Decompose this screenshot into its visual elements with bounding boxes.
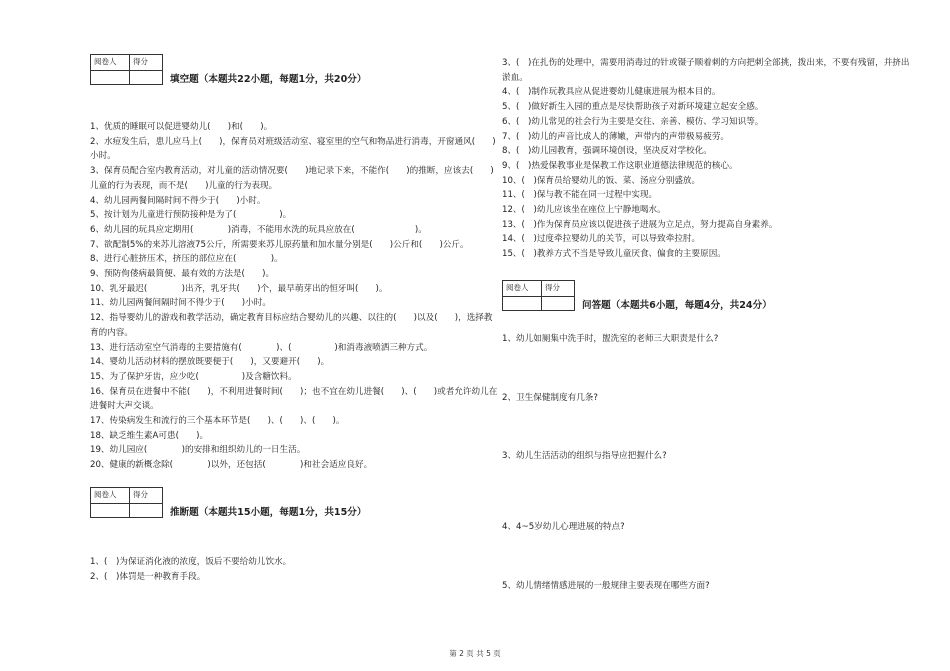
judge-question: 3、( )在扎伤的处理中，需要用消毒过的针或镊子顺着刺的方向把刺全部挑，拨出来，不要有残留，并挤出淤血。: [502, 58, 910, 83]
judge-question: 7、( )幼儿的声音比成人的薄嫩，声带内的声带极易疲劳。: [502, 131, 730, 142]
fill-question: 12、指导婴幼儿的游戏和教学活动，确定教育目标应结合婴幼儿的兴趣、以往的( )以及( )，选择教育的内容。: [90, 313, 493, 338]
fill-question: 7、欲配制5%的来苏儿溶液75公斤，所需要来苏儿原药量和加水量分别是( )公斤和( )公斤。: [90, 239, 469, 250]
judge-section-header: [90, 487, 498, 521]
judge-question: 13、( )作为保育员应该以促进孩子进展为立足点，努力提高自身素养。: [502, 219, 778, 230]
judge-question-list-left: [90, 555, 498, 584]
fill-question: 20、健康的新概念除( )以外，还包括( )和社会适应良好。: [90, 460, 373, 471]
page-footer: 第 2 页 共 5 页: [449, 649, 501, 658]
fill-question: 13、进行活动室空气消毒的主要措施有( )、( )和消毒液喷洒三种方式。: [90, 342, 433, 353]
right-column: [502, 56, 910, 593]
score-box: [502, 280, 575, 311]
fill-question: 3、保育员配合室内教育活动，对儿童的活动情况要( )地记录下来，不能作( )的推断，应该去( )儿童的行为表现，而不是( )儿童的行为表现。: [90, 166, 494, 191]
judge-question: 6、( )幼儿常见的社会行为主要是交往、亲善、模仿、学习知识等。: [502, 116, 764, 127]
score-cell: [542, 296, 575, 310]
fill-question: 10、乳牙最迟( )出齐，乳牙共( )个，最早萌芽出的恒牙叫( )。: [90, 283, 388, 294]
essay-section-header: [502, 280, 910, 314]
reviewer-label: 阅卷人: [91, 55, 130, 71]
judge-question-list-right: [502, 56, 910, 262]
fill-question: 17、传染病发生和流行的三个基本环节是( )、( )、( )。: [90, 416, 345, 427]
essay-question: 4、4~5岁幼儿心理进展的特点?: [502, 521, 625, 532]
judge-question: 14、( )过度牵拉婴幼儿的关节，可以导致牵拉肘。: [502, 234, 701, 245]
essay-question: 5、幼儿情绪情感进展的一般规律主要表现在哪些方面?: [502, 580, 710, 591]
answer-space: [502, 405, 910, 449]
fill-question: 14、婴幼儿活动材料的摆放既要便于( )，又要避开( )。: [90, 357, 330, 368]
fill-section-header: [90, 54, 498, 88]
judge-question: 12、( )幼儿应该坐在座位上宁静地喝水。: [502, 205, 666, 216]
fill-question: 1、优质的睡眠可以促进婴幼儿( )和( )。: [90, 122, 273, 132]
reviewer-cell: [503, 296, 542, 310]
score-cell: [130, 503, 163, 517]
fill-question-list: [90, 120, 498, 473]
judge-question: 8、( )幼儿园教育，强调环境创设，坚决反对学校化。: [502, 146, 712, 157]
fill-question: 6、幼儿园的玩具应定期用( )消毒，不能用水洗的玩具应放在( )。: [90, 224, 427, 235]
score-label: 得分: [130, 55, 163, 71]
fill-section-title: 填空题（本题共22小题，每题1分，共20分）: [170, 74, 367, 85]
judge-question: 2、( )体罚是一种教育手段。: [90, 571, 206, 582]
answer-space: [502, 347, 910, 391]
answer-space: [502, 464, 910, 520]
fill-question: 8、进行心脏挤压术，挤压的部位应在( )。: [90, 254, 283, 265]
score-label: 得分: [542, 280, 575, 296]
answer-space: [502, 535, 910, 579]
judge-question: 5、( )做好新生入园的重点是尽快帮助孩子对新环境建立起安全感。: [502, 102, 764, 113]
fill-question: 4、幼儿园两餐间隔时间不得少于( )小时。: [90, 195, 266, 206]
reviewer-cell: [91, 70, 130, 84]
score-cell: [130, 70, 163, 84]
essay-section-title: 问答题（本题共6小题，每题4分，共24分）: [582, 299, 772, 311]
fill-question: 11、幼儿园两餐间隔时间不得少于( )小时。: [90, 298, 271, 309]
essay-question-list: [502, 332, 910, 594]
reviewer-cell: [91, 503, 130, 517]
judge-question: 4、( )制作玩教具应从促进婴幼儿健康进展为根本目的。: [502, 87, 721, 98]
reviewer-label: 阅卷人: [503, 280, 542, 296]
score-box: [90, 487, 163, 518]
fill-question: 16、保育员在进餐中不能( )，不利用进餐时间( )；也不宜在幼儿进餐( )、( )或者允许幼儿在进餐时大声交谈。: [90, 386, 498, 412]
fill-question: 19、幼儿园应( )的安排和组织幼儿的一日生活。: [90, 445, 306, 456]
judge-question: 10、( )保育员给婴幼儿的饭、菜、汤应分别盛放。: [502, 175, 701, 186]
fill-question: 9、预防佝偻病最简便、最有效的方法是( )。: [90, 269, 275, 280]
judge-question: 15、( )教养方式不当是导致儿童厌食、偏食的主要原因。: [502, 249, 726, 260]
essay-question: 2、卫生保健制度有几条?: [502, 392, 598, 403]
left-column: [90, 54, 498, 584]
fill-question: 2、水痘发生后，患儿应马上( )，保育员对班级活动室、寝室里的空气和物品进行消毒，开窗通风( )小时。: [90, 136, 496, 162]
fill-question: 15、为了保护牙齿，应少吃( )及含糖饮料。: [90, 371, 297, 382]
judge-question: 9、( )热爱保教事业是保教工作这职业道德法律规范的核心。: [502, 160, 738, 171]
score-label: 得分: [130, 487, 163, 503]
fill-question: 5、按计划为儿童进行预防接种是为了( )。: [90, 210, 292, 221]
essay-question: 3、幼儿生活活动的组织与指导应把握什么?: [502, 451, 667, 462]
essay-question: 1、幼儿如厕集中洗手时，盥洗室的老师三大职责是什么?: [502, 333, 719, 344]
reviewer-label: 阅卷人: [91, 487, 130, 503]
score-box: [90, 54, 163, 85]
judge-question: 11、( )保与教不能在同一过程中实现。: [502, 190, 658, 201]
fill-question: 18、缺乏维生素A可患( )。: [90, 430, 209, 441]
judge-section-title: 推断题（本题共15小题，每题1分，共15分）: [170, 506, 367, 518]
judge-question: 1、( )为保证消化液的浓度，饭后不要给幼儿饮水。: [90, 556, 292, 567]
